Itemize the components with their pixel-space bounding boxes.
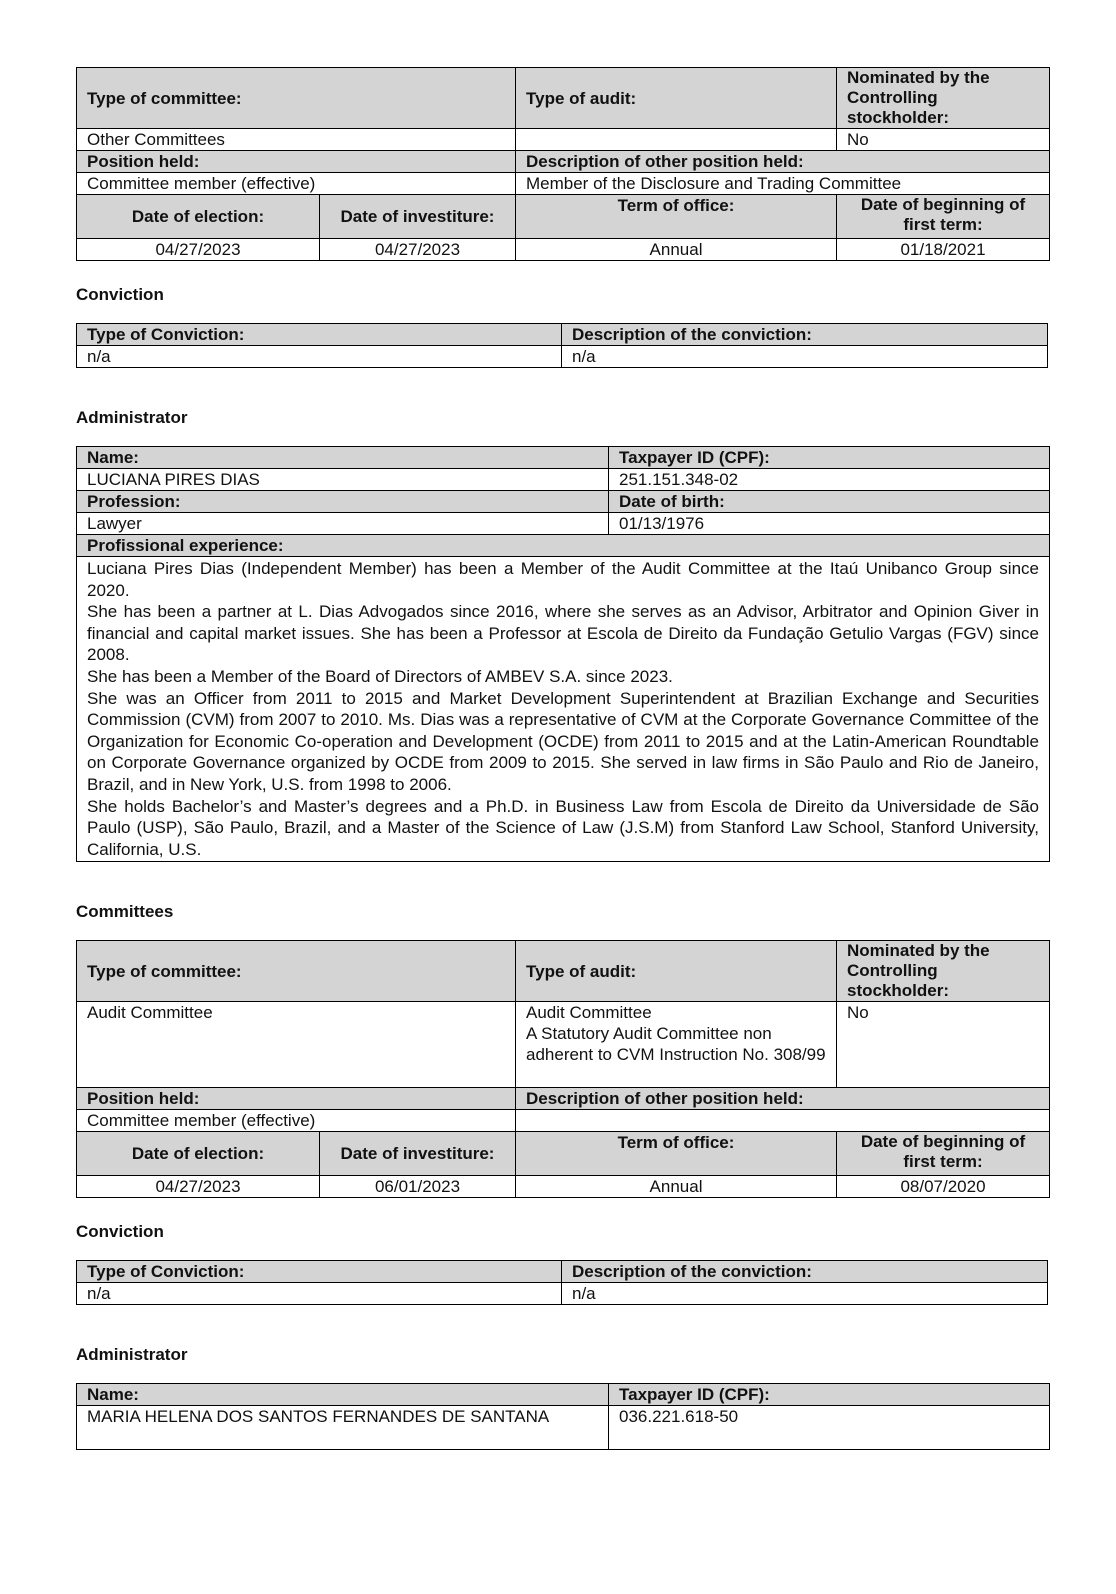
other-position-value: [516, 1110, 1050, 1132]
term-of-office-value: Annual: [516, 239, 837, 261]
type-of-committee-value: Audit Committee: [77, 1002, 516, 1088]
conviction-description-value: n/a: [562, 346, 1048, 368]
committee-table-2: [76, 940, 1049, 1198]
type-of-audit-description: A Statutory Audit Committee non adherent to CVM Instruction No. 308/99: [526, 1024, 826, 1064]
term-of-office-value: Annual: [516, 1176, 837, 1198]
nominated-value: No: [837, 1002, 1050, 1088]
header-type-of-committee: Type of committee:: [77, 68, 516, 129]
header-first-term: Date of beginning of first term:: [837, 195, 1050, 239]
conviction-description-value: n/a: [562, 1283, 1048, 1305]
header-other-position: Description of other position held:: [516, 1088, 1050, 1110]
header-professional-experience: Profissional experience:: [77, 535, 1050, 557]
header-name: Name:: [77, 447, 609, 469]
header-date-of-investiture: Date of investiture:: [320, 195, 516, 239]
type-of-committee-value: Other Committees: [77, 129, 516, 151]
date-of-election-value: 04/27/2023: [77, 1176, 320, 1198]
header-position-held: Position held:: [77, 1088, 516, 1110]
experience-paragraph: She has been a Member of the Board of Directors of AMBEV S.A. since 2023.: [87, 666, 673, 686]
header-type-of-audit: Type of audit:: [516, 68, 837, 129]
header-first-term: Date of beginning of first term:: [837, 1132, 1050, 1176]
administrator-table-1: [76, 446, 1049, 862]
header-type-of-committee: Type of committee:: [77, 941, 516, 1002]
other-position-value: Member of the Disclosure and Trading Committee: [516, 173, 1050, 195]
header-nominated: Nominated by the Controlling stockholder:: [837, 68, 1050, 129]
header-date-of-election: Date of election:: [77, 195, 320, 239]
administrator-table-2: [76, 1383, 1049, 1450]
header-name: Name:: [77, 1384, 609, 1406]
conviction-table-1: [76, 323, 1047, 368]
header-type-of-conviction: Type of Conviction:: [77, 1261, 562, 1283]
type-of-audit-line: Audit Committee: [526, 1003, 652, 1022]
date-of-election-value: 04/27/2023: [77, 239, 320, 261]
experience-paragraph: Luciana Pires Dias (Independent Member) has been a Member of the Audit Committee at the Itaú Unibanco Group since 2020.: [87, 559, 1039, 600]
header-conviction-description: Description of the conviction:: [562, 1261, 1048, 1283]
experience-paragraph: She holds Bachelor’s and Master’s degrees and a Ph.D. in Business Law from Escola de Direito da Universidade de São Paulo (USP), São Paulo, Brazil, and a Master of the Science of Law (J.S.M) from Stanford Law School, Stanford University, California, U.S.: [87, 796, 1039, 859]
experience-paragraph: She was an Officer from 2011 to 2015 and Market Development Superintendent at Brazilian Exchange and Securities Commission (CVM) from 2007 to 2010. Ms. Dias was a representative of CVM at the Corporate Governance Committee of the Organization for Economic Co-operation and Development (OCDE) from 2011 to 2015 and at the Latin-American Roundtable on Corporate Governance organized by OCDE from 2009 to 2015. She served in law firms in São Paulo and Rio de Janeiro, Brazil, and in New York, U.S. from 1998 to 2006.: [87, 688, 1039, 794]
committee-table-1: [76, 67, 1049, 261]
section-title-conviction: Conviction: [76, 285, 164, 304]
date-of-investiture-value: 04/27/2023: [320, 239, 516, 261]
name-value: LUCIANA PIRES DIAS: [77, 469, 609, 491]
type-of-audit-value: [516, 129, 837, 151]
section-title-committees: Committees: [76, 902, 174, 921]
header-other-position: Description of other position held:: [516, 151, 1050, 173]
type-of-audit-value: [516, 1002, 837, 1088]
header-nominated: Nominated by the Controlling stockholder:: [837, 941, 1050, 1002]
date-of-birth-value: 01/13/1976: [609, 513, 1050, 535]
section-title-administrator: Administrator: [76, 408, 188, 427]
header-type-of-audit: Type of audit:: [516, 941, 837, 1002]
header-profession: Profession:: [77, 491, 609, 513]
header-type-of-conviction: Type of Conviction:: [77, 324, 562, 346]
name-value: MARIA HELENA DOS SANTOS FERNANDES DE SANTANA: [77, 1406, 609, 1450]
position-held-value: Committee member (effective): [77, 173, 516, 195]
header-position-held: Position held:: [77, 151, 516, 173]
header-term-of-office: Term of office:: [516, 1132, 837, 1176]
profession-value: Lawyer: [77, 513, 609, 535]
nominated-value: No: [837, 129, 1050, 151]
section-title-conviction: Conviction: [76, 1222, 164, 1241]
taxpayer-id-value: 036.221.618-50: [609, 1406, 1050, 1450]
position-held-value: Committee member (effective): [77, 1110, 516, 1132]
conviction-type-value: n/a: [77, 1283, 562, 1305]
header-term-of-office: Term of office:: [516, 195, 837, 239]
conviction-type-value: n/a: [77, 346, 562, 368]
header-taxpayer-id: Taxpayer ID (CPF):: [609, 447, 1050, 469]
header-taxpayer-id: Taxpayer ID (CPF):: [609, 1384, 1050, 1406]
header-conviction-description: Description of the conviction:: [562, 324, 1048, 346]
first-term-value: 01/18/2021: [837, 239, 1050, 261]
header-date-of-birth: Date of birth:: [609, 491, 1050, 513]
section-title-administrator: Administrator: [76, 1345, 188, 1364]
header-date-of-investiture: Date of investiture:: [320, 1132, 516, 1176]
date-of-investiture-value: 06/01/2023: [320, 1176, 516, 1198]
conviction-table-2: [76, 1260, 1047, 1305]
header-date-of-election: Date of election:: [77, 1132, 320, 1176]
professional-experience-text: [77, 557, 1050, 862]
first-term-value: 08/07/2020: [837, 1176, 1050, 1198]
taxpayer-id-value: 251.151.348-02: [609, 469, 1050, 491]
experience-paragraph: She has been a partner at L. Dias Advogados since 2016, where she serves as an Advisor, Arbitrator and Opinion Giver in financial and capital market issues. She has been a Professor at Escola de Direito da Fundação Getulio Vargas (FGV) since 2008.: [87, 602, 1039, 665]
